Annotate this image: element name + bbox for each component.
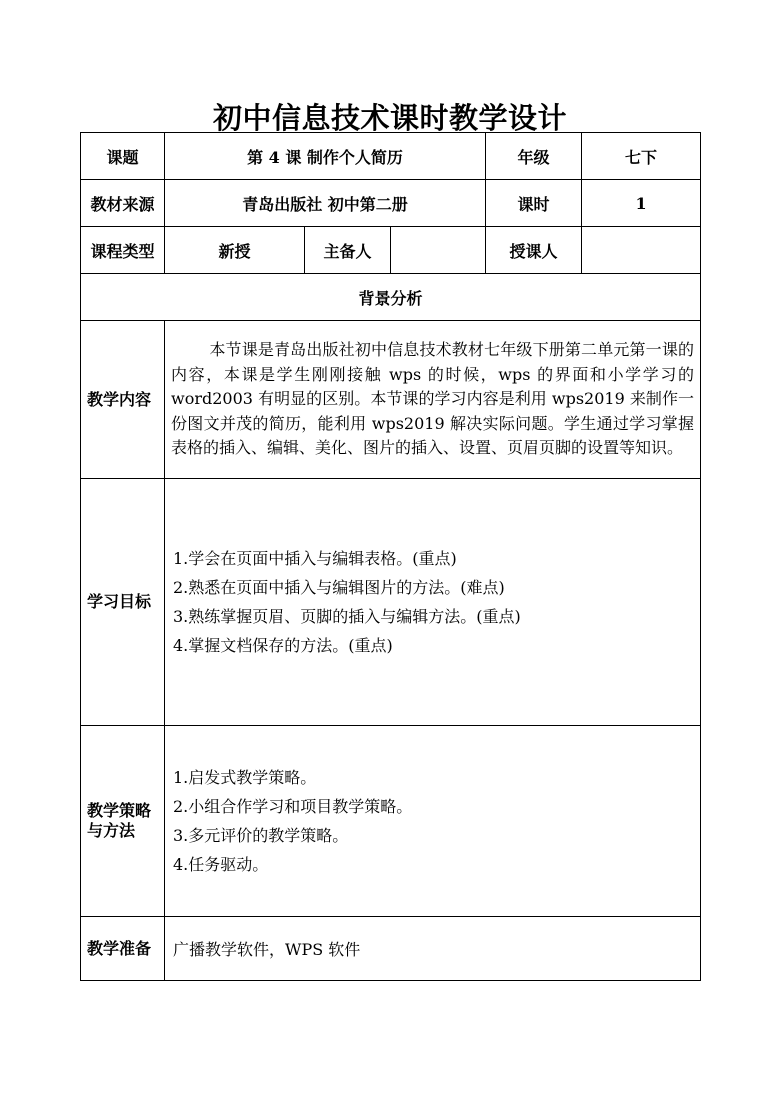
preparer-label: 主备人: [305, 227, 391, 274]
content-text: 本节课是青岛出版社初中信息技术教材七年级下册第二单元第一课的内容，本课是学生刚刚接触 wps 的时候，wps 的界面和小学学习的 word2003 有明显的区别。本节课的学习内容是利用 wps2019 来制作一份图文并茂的简历，能利用 wps2019 解决实际问题。学生通过学习掌握表格的插入、编辑、美化、图片的插入、设置、页眉页脚的设置等知识。: [165, 321, 701, 479]
teacher-label: 授课人: [486, 227, 582, 274]
table-row-preparation: [81, 917, 701, 981]
preparer-value: [391, 227, 486, 274]
source-value: 青岛出版社 初中第二册: [165, 180, 486, 227]
list-item: 4.任务驱动。: [173, 855, 269, 874]
table-row-content: [81, 321, 701, 479]
list-item: 3.多元评价的教学策略。: [173, 826, 349, 845]
preparation-label: 教学准备: [81, 917, 165, 981]
type-label: 课程类型: [81, 227, 165, 274]
table-row-background: [81, 274, 701, 321]
table-row-type: [81, 227, 701, 274]
strategies-label-line2: 与方法: [87, 821, 136, 840]
grade-label: 年级: [486, 133, 582, 180]
teacher-value: [582, 227, 701, 274]
section-heading: 背景分析: [81, 274, 701, 321]
list-item: 2.小组合作学习和项目教学策略。: [173, 797, 413, 816]
page-title: 初中信息技术课时教学设计: [212, 101, 567, 135]
table-row-topic: [81, 133, 701, 180]
content-label: 教学内容: [81, 321, 165, 479]
source-label: 教材来源: [81, 180, 165, 227]
hours-value: 1: [582, 180, 701, 227]
list-item: 2.熟悉在页面中插入与编辑图片的方法。(难点): [173, 578, 505, 597]
table-row-strategies: [81, 726, 701, 917]
topic-label: 课题: [81, 133, 165, 180]
lesson-plan-table: [80, 132, 701, 981]
strategies-label-line1: 教学策略: [87, 801, 152, 820]
strategies-label: [81, 726, 165, 917]
objectives-label: 学习目标: [81, 479, 165, 726]
topic-value: 第 4 课 制作个人简历: [165, 133, 486, 180]
table-row-objectives: [81, 479, 701, 726]
objectives-list: [165, 479, 701, 726]
preparation-text: 广播教学软件，WPS 软件: [165, 917, 701, 981]
hours-label: 课时: [486, 180, 582, 227]
strategies-list: [165, 726, 701, 917]
list-item: 3.熟练掌握页眉、页脚的插入与编辑方法。(重点): [173, 607, 521, 626]
list-item: 1.启发式教学策略。: [173, 768, 317, 787]
list-item: 1.学会在页面中插入与编辑表格。(重点): [173, 549, 457, 568]
type-value: 新授: [165, 227, 305, 274]
table-row-source: [81, 180, 701, 227]
list-item: 4.掌握文档保存的方法。(重点): [173, 636, 393, 655]
grade-value: 七下: [582, 133, 701, 180]
